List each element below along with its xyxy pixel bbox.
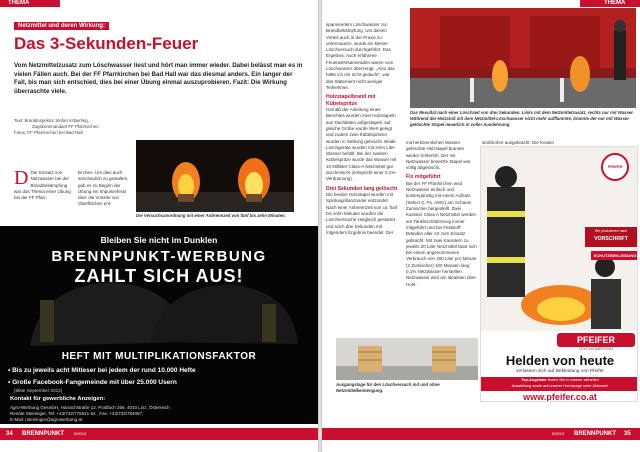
offer-text-2: Ausstellung sowie auf unserer Homepage unter Aktionen! <box>511 384 609 388</box>
footer-issue: 5/2013 <box>552 431 565 436</box>
ad-date-note: (Mitte September 2013) <box>14 388 63 393</box>
photo-caption-1: Die Versuchsanordnung mit einer Anbrennzeit von fünf bis zehn Minuten. <box>136 213 286 218</box>
ad-intro: Bleiben Sie nicht im Dunklen <box>100 235 218 245</box>
article-credits <box>14 118 174 136</box>
credit-line: Text: Brandinspektor Stefan Köberling, <box>14 118 89 123</box>
pfeifer-logo-sub: TEXTILKOMPETENZ <box>578 347 614 351</box>
body-text: mit herkömmlichen Wasser gelöschte Holzstapel brannte wieder lichterloh. Der mit Netzwasser benetzte Stapel war völlig abgelöscht. <box>406 140 471 171</box>
body-text: Bei der FF Pfarrkirchen wird Netzwasser einfach und kostengünstig mit einem Aufsatz (Select Z, Fa. AWG) am Schaum Zumischer hergestellt. Zwei Kanister Class A Netzmittel werden am Tanklöschfahrzeug immer mitgeführt und bei Feststoff-Bränden aller Art zum Einsatz gebracht. Mit zwei Kanistern zu jeweils 20 Liter Netzmittel lässt sich bei einem angenommenen Verbrauch von 400 Liter pro Minute (2 Zumischer) 100 Minuten lang 0,1% Netzwasser herstellen. Netzwasser wird am idealsten über Hohl- <box>406 180 477 287</box>
fire-photo <box>136 140 294 212</box>
ad-contact-line: Agro-Werbung GesmbH, Harrachstraße 12, Postfach 256, 4010 Linz, Österreich <box>10 405 170 410</box>
result-photo <box>410 8 636 108</box>
footer-bar-left <box>0 428 318 440</box>
body-text: Der Einsatz von Netzwasser bei der Brandbekämpfung war das Thema einer Übung bei der FF Pfarr- <box>14 170 71 201</box>
ad-slogan: ZAHLT SICH AUS! <box>74 266 244 286</box>
woodstack-photo <box>336 338 478 380</box>
article-title: Das 3-Sekunden-Feuer <box>14 34 199 53</box>
article-tagline: Netzmittel und deren Wirkung: <box>14 22 109 30</box>
offer-text <box>481 378 638 382</box>
pfeifer-tagline: verlassen sich auf Bekleidung von Pfeifer <box>516 369 604 374</box>
ad-contact-title: Kontakt für gewerbliche Anzeigen: <box>10 396 106 402</box>
body-text: spannendem Löschwasser zur Brandbekämpfung. Um diesen Vorteil auch in der Praxis zu untermauern, wurde ein kleiner Löschversuch durchgeführt. Das Ergebnis: Auch erfahrene Feuerwehrkameraden waren vom Löschwasser überzeugt. „Also das hätte ich mir nicht gedacht“, war das Statement nicht weniger Teilnehmer. <box>326 22 395 90</box>
result-photo-graphic <box>410 8 636 108</box>
body-text: strahlrohre ausgebracht. Die Kosten <box>482 140 555 145</box>
pfeifer-url[interactable]: www.pfeifer.co.at <box>523 392 597 402</box>
ad-brand: BRENNPUNKT-WERBUNG <box>51 248 267 265</box>
body-column-2 <box>78 170 132 224</box>
body-text: Die beiden Holzstapel wurden mit Spiritusgrillanzünder entzündet. Nach einer Anbrennzeit von ca. fünf bis zehn Minuten wurden die Löschversuche zeitgleich gestartet und nach drei Sekunden mit folgendem Ergebnis beendet. Der <box>326 192 398 235</box>
right-page <box>322 0 640 452</box>
subheading: Drei Sekunden lang gelöscht <box>326 185 398 192</box>
ad-multiplier: HEFT MIT MULTIPLIKATIONSFAKTOR <box>61 351 257 362</box>
ad-contact-email: E-Mail: rsteininger@agrowerbung.at <box>10 417 83 422</box>
pfeifer-ad <box>480 146 638 402</box>
credit-line: Zugskommandant FF Pfarrkirchen <box>32 124 99 129</box>
subheading: Holzstapelbrand mit Kübelspritze <box>326 94 376 107</box>
drop-cap: D <box>14 170 29 189</box>
ad-bullet: • Große Facebook-Fangemeinde mit über 25.000 Usern <box>8 379 177 386</box>
fire-photo-graphic <box>136 140 294 212</box>
thema-label-left: THEMA <box>8 0 30 6</box>
article-lead: Vom Netzmittelzusatz zum Löschwasser liest und hört man immer wieder. Dabei belässt man es in vielen Fällen auch. Bei der FF Pfarrkirchen bei Bad Hall war das diesmal anders. Ein langer der Fall, bis man sich entschied, dies bei einer Übung einmal auszuprobieren. Fazit: Die Wirkung überraschte viele. <box>14 62 303 95</box>
body-column-1 <box>14 170 72 224</box>
body-column-4 <box>406 140 478 340</box>
thema-label-right: THEMA <box>604 0 626 6</box>
pfeifer-headline: Helden von heute <box>505 353 615 368</box>
offer-rest: finden Sie in unserer aktuellen <box>547 378 599 382</box>
footer-bar-right <box>322 428 640 440</box>
pfeifer-offer-bar <box>481 377 638 391</box>
footer-brand: BRENNPUNKT <box>574 431 616 437</box>
ad-contact-line: Renate Steininger, Tel: +43/732/776641-54 , Fax: +43/732/784067, <box>10 411 144 416</box>
credit-line: Fotos: FF Pfarrkirchen bei Bad Hall <box>14 130 83 135</box>
footer-issue: 5/2013 <box>74 431 87 436</box>
photo-caption-3: Ausgangslage für den Löschversuch mit und ohne Netzmittelbeimengung. <box>336 382 440 393</box>
schutz-label: SCHUTZBEKLEIDUNG <box>593 253 637 258</box>
left-page <box>0 0 318 452</box>
ad-bullet: • Bis zu jeweils acht Mitleser bei jedem der rund 10.000 Hefte <box>8 367 196 374</box>
offer-bold: Top-Angebote <box>521 378 547 382</box>
body-text: kirchen. Um dies auch anschaulich zu gestalten, gab es zu Beginn der Übung ein Impulsreferat über die Vorteile von Oberflächen ent- <box>78 170 129 207</box>
pfeifer-logo: PFEIFER <box>557 333 635 347</box>
subheading: Fix mitgeführt <box>406 174 441 181</box>
photo-caption-2: Das Resultat nach einer Löschzeit von drei Sekunden. Links mit dem Netzmittelzusatz, rechts nur mit Wasser. Während der Holzstoß mit dem Netzmittel-Löschwasser nicht mehr aufflammte, brannte der nur mit Wasser gelöschte Stapel neuerlich in voller Ausdehnung. <box>410 110 634 127</box>
page-number: 35 <box>624 431 631 437</box>
vorschrift-pre: Wir produzieren nach <box>594 229 628 233</box>
body-text: Gemäß der Anleitung eines Berichtes wurden zwei Holzstapeln aus Dachlatten aufgestapelt, auf gleiche Größe wurde Wert gelegt und zudem zwei Kübelspritzen wurden in Stellung gebracht. Beide Löschgeräte wurden mit zehn Liter Wasser befüllt. Bei der zweiten Kübelspritze wurde das Wasser mit 10 Milliliter Class-A Netzmittel gut durchmischt (entspricht einer 0,1%-Verdünnung). <box>326 107 397 182</box>
brennpunkt-ad <box>0 226 318 424</box>
footer-brand: BRENNPUNKT <box>22 431 64 437</box>
vorschrift-label: VORSCHRIFT <box>594 236 628 242</box>
page-number: 34 <box>6 431 13 437</box>
woodstack-graphic <box>336 338 478 380</box>
pfeifer-badge: PFEIFER <box>607 165 623 169</box>
